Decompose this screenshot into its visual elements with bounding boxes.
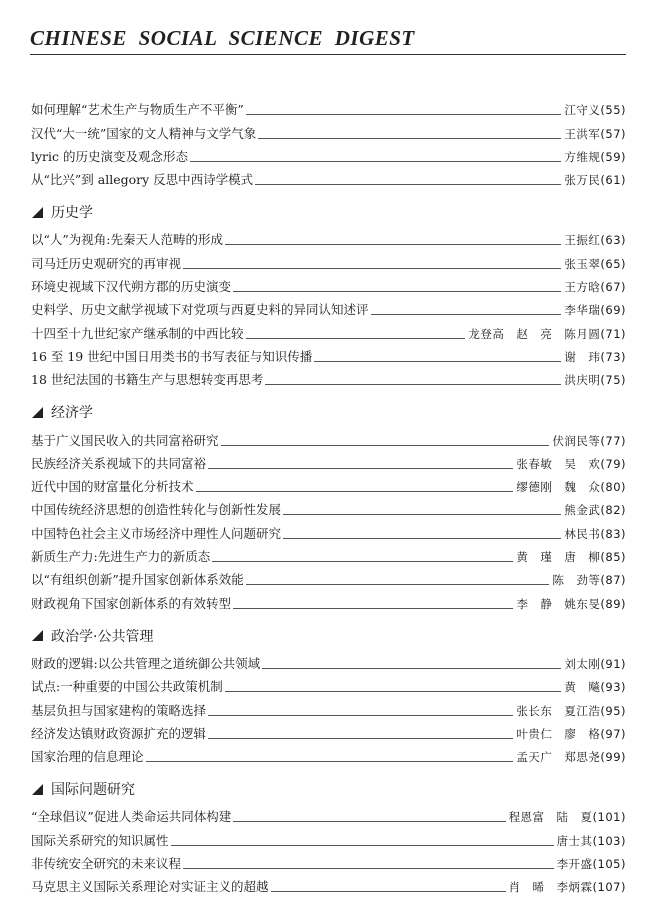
dot-leader — [221, 445, 550, 446]
section-heading — [31, 626, 626, 646]
triangle-marker-icon — [32, 407, 43, 418]
dot-leader — [246, 584, 550, 585]
toc-entry[interactable] — [31, 588, 626, 611]
section-gap — [31, 612, 626, 626]
author-and-page: 王振红(63) — [564, 233, 626, 248]
dot-leader — [371, 314, 562, 315]
section-heading — [31, 779, 626, 799]
author-and-page: 黄 瑾 唐 柳(85) — [516, 550, 626, 565]
author-and-page: 谢 玮(73) — [564, 349, 626, 364]
author-and-page: 伏润民等(77) — [552, 433, 626, 448]
dot-leader — [225, 691, 562, 692]
author-and-page: 王洪军(57) — [564, 126, 626, 141]
article-title: 国际关系研究的知识属性 — [31, 832, 169, 848]
dot-leader — [183, 268, 561, 269]
article-title: 基层负担与国家建构的策略选择 — [31, 702, 207, 718]
section-heading-label: 政治学·公共管理 — [51, 628, 154, 645]
toc-entry[interactable] — [31, 649, 626, 672]
dot-leader — [196, 491, 514, 492]
toc-entry[interactable] — [31, 295, 626, 318]
dot-leader — [314, 361, 561, 362]
toc-entry[interactable] — [31, 472, 626, 495]
article-title: 如何理解“艺术生产与物质生产不平衡” — [31, 102, 244, 118]
author-and-page: 龙登高 赵 亮 陈月圆(71) — [468, 326, 626, 341]
article-title: “全球倡议”促进人类命运共同体构建 — [31, 809, 232, 825]
toc-entry[interactable] — [31, 118, 626, 141]
toc-entry[interactable] — [31, 695, 626, 718]
toc-entry[interactable] — [31, 742, 626, 765]
author-and-page: 肖 晞 李炳霖(107) — [508, 880, 626, 895]
author-and-page: 刘太刚(91) — [564, 656, 626, 671]
masthead-rule — [30, 54, 626, 55]
toc-entry[interactable] — [31, 425, 626, 448]
toc-entry[interactable] — [31, 165, 626, 188]
toc-entry[interactable] — [31, 342, 626, 365]
toc-entry[interactable] — [31, 142, 626, 165]
author-and-page: 唐士其(103) — [556, 833, 626, 848]
article-title: 以“有组织创新”提升国家创新体系效能 — [31, 572, 244, 588]
author-and-page: 王方晗(67) — [564, 280, 626, 295]
author-and-page: 张万民(61) — [564, 173, 626, 188]
author-and-page: 熊金武(82) — [564, 503, 626, 518]
article-title: 马克思主义国际关系理论对实证主义的超越 — [31, 879, 269, 895]
author-and-page: 黄 飚(93) — [564, 680, 626, 695]
dot-leader — [208, 468, 513, 469]
dot-leader — [262, 668, 561, 669]
dot-leader — [283, 538, 561, 539]
author-and-page: 李 静 姚东旻(89) — [516, 596, 626, 611]
article-title: 18 世纪法国的书籍生产与思想转变再思考 — [31, 372, 264, 388]
article-title: 司马迁历史观研究的再审视 — [31, 255, 182, 271]
article-title: 试点:一种重要的中国公共政策机制 — [31, 679, 223, 695]
author-and-page: 叶贵仁 廖 格(97) — [516, 726, 626, 741]
toc-entry[interactable] — [31, 518, 626, 541]
article-title: 中国传统经济思想的创造性转化与创新性发展 — [31, 502, 282, 518]
toc-entry[interactable] — [31, 449, 626, 472]
author-and-page: 方维规(59) — [564, 149, 626, 164]
article-title: 民族经济关系视域下的共同富裕 — [31, 455, 207, 471]
toc-entry[interactable] — [31, 318, 626, 341]
section-heading — [31, 402, 626, 422]
toc-entry[interactable] — [31, 825, 626, 848]
article-title: 汉代“大一统”国家的文人精神与文学气象 — [31, 125, 257, 141]
section-heading-label: 历史学 — [51, 205, 93, 222]
article-title: 十四至十九世纪家产继承制的中西比较 — [31, 325, 244, 341]
toc-entry[interactable] — [31, 872, 626, 895]
toc-entry[interactable] — [31, 95, 626, 118]
dot-leader — [183, 868, 554, 869]
author-and-page: 江守义(55) — [564, 103, 626, 118]
article-title: 基于广义国民收入的共同富裕研究 — [31, 432, 219, 448]
dot-leader — [265, 384, 561, 385]
dot-leader — [146, 761, 514, 762]
section-gap — [31, 765, 626, 779]
triangle-marker-icon — [32, 784, 43, 795]
author-and-page: 张春敏 吴 欢(79) — [516, 456, 626, 471]
article-title: lyric 的历史演变及观念形态 — [31, 148, 189, 164]
article-title: 16 至 19 世纪中国日用类书的书写表征与知识传播 — [31, 348, 313, 364]
author-and-page: 张长东 夏江浩(95) — [516, 703, 626, 718]
section-heading-label: 经济学 — [51, 405, 93, 422]
toc-entry[interactable] — [31, 365, 626, 388]
article-title: 非传统安全研究的未来议程 — [31, 856, 182, 872]
article-title: 中国特色社会主义市场经济中理性人问题研究 — [31, 525, 282, 541]
dot-leader — [212, 561, 513, 562]
toc-entry[interactable] — [31, 719, 626, 742]
dot-leader — [246, 338, 466, 339]
article-title: 近代中国的财富量化分析技术 — [31, 479, 194, 495]
author-and-page: 张玉翠(65) — [564, 256, 626, 271]
triangle-marker-icon — [32, 630, 43, 641]
toc-entry[interactable] — [31, 225, 626, 248]
dot-leader — [271, 891, 506, 892]
author-and-page: 李开盛(105) — [556, 857, 626, 872]
toc-entry[interactable] — [31, 849, 626, 872]
article-title: 从“比兴”到 allegory 反思中西诗学模式 — [31, 172, 254, 188]
article-title: 史料学、历史文献学视域下对党项与西夏史料的异同认知述评 — [31, 302, 369, 318]
author-and-page: 缪德刚 魏 众(80) — [516, 480, 626, 495]
author-and-page: 林民书(83) — [564, 526, 626, 541]
dot-leader — [233, 608, 513, 609]
dot-leader — [190, 161, 561, 162]
author-and-page: 孟天广 郑思尧(99) — [516, 750, 626, 765]
toc-entry[interactable] — [31, 565, 626, 588]
triangle-marker-icon — [32, 207, 43, 218]
section-heading-label: 国际问题研究 — [51, 782, 135, 799]
dot-leader — [233, 821, 505, 822]
article-title: 新质生产力:先进生产力的新质态 — [31, 549, 211, 565]
article-title: 财政视角下国家创新体系的有效转型 — [31, 595, 232, 611]
dot-leader — [225, 244, 561, 245]
toc-entry[interactable] — [31, 542, 626, 565]
toc-entry[interactable] — [31, 248, 626, 271]
dot-leader — [246, 114, 562, 115]
dot-leader — [208, 738, 513, 739]
article-title: 财政的逻辑:以公共管理之道统御公共领域 — [31, 655, 261, 671]
article-title: 环境史视域下汉代朔方郡的历史演变 — [31, 279, 232, 295]
author-and-page: 陈 劲等(87) — [552, 573, 626, 588]
author-and-page: 李华瑞(69) — [564, 303, 626, 318]
section-heading — [31, 202, 626, 222]
journal-masthead: CHINESE SOCIAL SCIENCE DIGEST — [30, 26, 415, 50]
toc-entry[interactable] — [31, 802, 626, 825]
article-title: 经济发达镇财政资源扩充的逻辑 — [31, 725, 207, 741]
section-gap — [31, 388, 626, 402]
dot-leader — [283, 514, 561, 515]
dot-leader — [258, 138, 561, 139]
toc-entry[interactable] — [31, 495, 626, 518]
article-title: 国家治理的信息理论 — [31, 749, 144, 765]
article-title: 以“人”为视角:先秦天人范畴的形成 — [31, 232, 223, 248]
toc-entry[interactable] — [31, 272, 626, 295]
author-and-page: 程恩富 陆 夏(101) — [508, 810, 626, 825]
dot-leader — [233, 291, 561, 292]
section-gap — [31, 188, 626, 202]
table-of-contents — [31, 95, 626, 895]
author-and-page: 洪庆明(75) — [564, 373, 626, 388]
dot-leader — [171, 845, 554, 846]
dot-leader — [255, 184, 561, 185]
dot-leader — [208, 715, 513, 716]
toc-entry[interactable] — [31, 672, 626, 695]
